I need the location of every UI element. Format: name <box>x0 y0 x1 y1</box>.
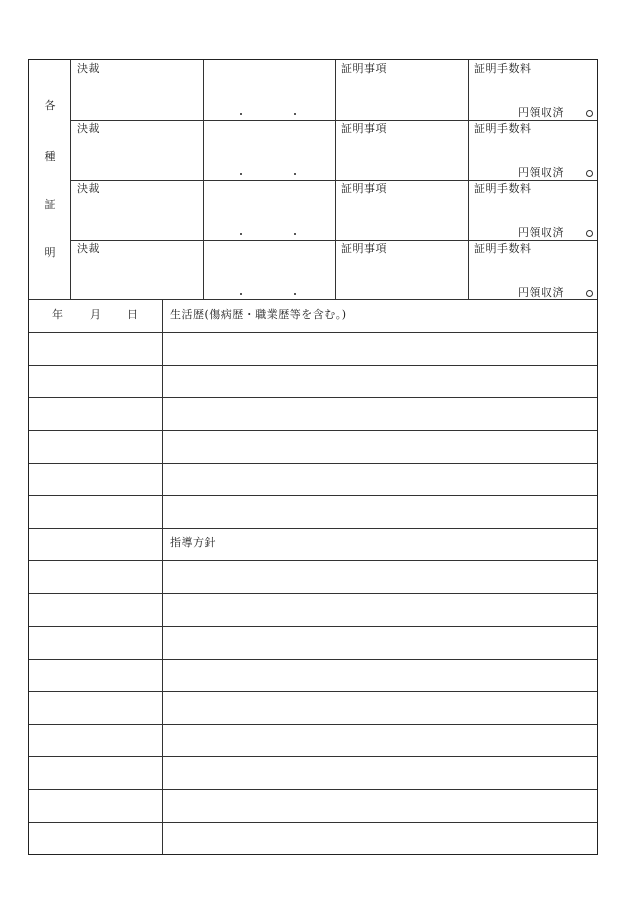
matter-label: 証明事項 <box>341 242 387 255</box>
certificate-row <box>29 240 597 300</box>
guidance-policy-label: 指導方針 <box>170 536 216 549</box>
certificates-section <box>29 60 597 300</box>
history-row-line <box>29 626 597 627</box>
matter-label: 証明事項 <box>341 122 387 135</box>
date-column-divider <box>162 300 163 854</box>
certificate-row <box>29 180 597 240</box>
life-history-header: 生活歴(傷病歴・職業歴等を含む。) <box>170 308 347 321</box>
decision-label: 決裁 <box>77 62 100 75</box>
date-day-label: 日 <box>127 308 139 321</box>
circle-mark <box>586 230 593 237</box>
record-form <box>28 59 598 855</box>
fee-received-label: 円領収済 <box>518 106 564 119</box>
side-label-char-4: 明 <box>44 246 56 259</box>
decision-label: 決裁 <box>77 182 100 195</box>
date-dot <box>294 233 296 235</box>
history-row-line <box>29 397 597 398</box>
history-row-line <box>29 560 597 561</box>
history-row-line <box>29 822 597 823</box>
certificate-row <box>29 60 597 120</box>
fee-received-label: 円領収済 <box>518 286 564 299</box>
decision-label: 決裁 <box>77 242 100 255</box>
fee-label: 証明手数料 <box>474 182 532 195</box>
history-row-line <box>29 528 597 529</box>
history-row-line <box>29 659 597 660</box>
date-dot <box>294 173 296 175</box>
history-row-line <box>29 593 597 594</box>
date-dot <box>240 173 242 175</box>
history-row-line <box>29 789 597 790</box>
history-row-line <box>29 332 597 333</box>
history-row-line <box>29 365 597 366</box>
history-row-line <box>29 691 597 692</box>
date-month-label: 月 <box>90 308 102 321</box>
date-dot <box>240 233 242 235</box>
date-dot <box>294 113 296 115</box>
decision-label: 決裁 <box>77 122 100 135</box>
side-label-char-2: 種 <box>44 150 56 163</box>
circle-mark <box>586 170 593 177</box>
fee-label: 証明手数料 <box>474 122 532 135</box>
history-row-line <box>29 463 597 464</box>
circle-mark <box>586 110 593 117</box>
history-row-line <box>29 495 597 496</box>
history-row-line <box>29 724 597 725</box>
side-label-char-3: 証 <box>44 198 56 211</box>
matter-label: 証明事項 <box>341 62 387 75</box>
history-section <box>29 300 597 854</box>
date-year-label: 年 <box>52 308 64 321</box>
fee-received-label: 円領収済 <box>518 166 564 179</box>
history-row-line <box>29 430 597 431</box>
side-label-char-1: 各 <box>44 99 56 112</box>
date-dot <box>294 293 296 295</box>
circle-mark <box>586 290 593 297</box>
fee-received-label: 円領収済 <box>518 226 564 239</box>
certificate-row <box>29 120 597 180</box>
fee-label: 証明手数料 <box>474 62 532 75</box>
matter-label: 証明事項 <box>341 182 387 195</box>
fee-label: 証明手数料 <box>474 242 532 255</box>
history-row-line <box>29 756 597 757</box>
date-dot <box>240 293 242 295</box>
date-dot <box>240 113 242 115</box>
